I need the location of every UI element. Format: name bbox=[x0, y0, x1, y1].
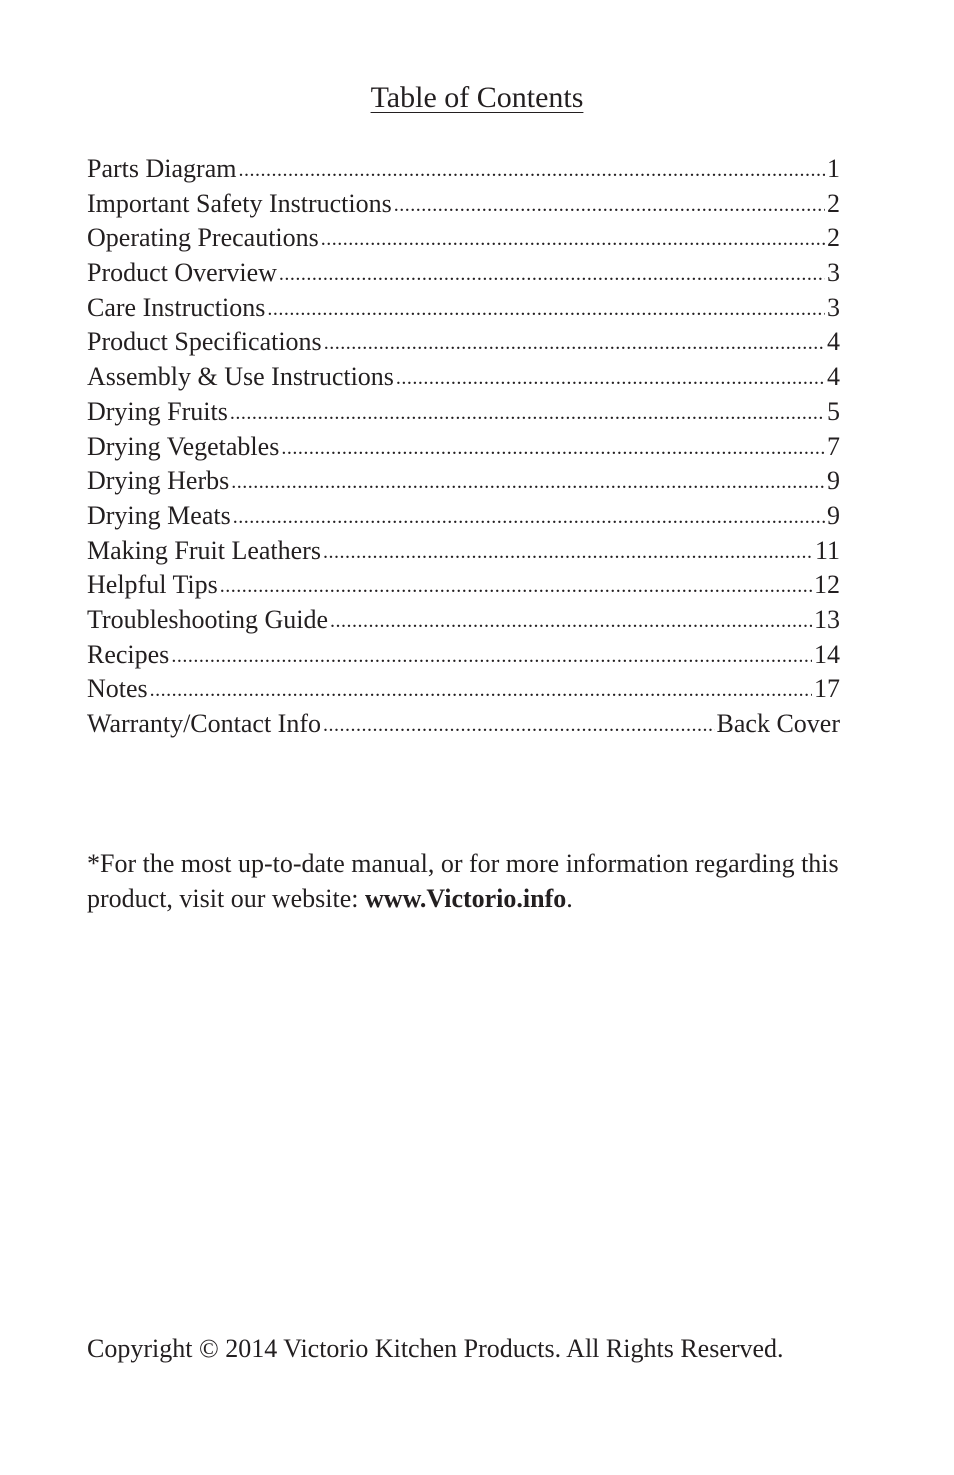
toc-entry-label: Troubleshooting Guide bbox=[87, 604, 328, 634]
toc-dot-leader bbox=[394, 186, 825, 223]
toc-entry bbox=[87, 256, 840, 291]
table-of-contents bbox=[87, 152, 840, 742]
toc-entry bbox=[87, 707, 840, 742]
toc-dot-leader bbox=[233, 498, 825, 535]
toc-dot-leader bbox=[323, 533, 813, 570]
toc-entry-label: Helpful Tips bbox=[87, 570, 218, 600]
toc-entry-page: 2 bbox=[827, 188, 840, 218]
toc-entry-label: Drying Vegetables bbox=[87, 431, 280, 461]
toc-entry bbox=[87, 221, 840, 256]
toc-dot-leader bbox=[238, 151, 825, 188]
toc-entry-page: 13 bbox=[814, 604, 840, 634]
toc-entry bbox=[87, 395, 840, 430]
toc-entry-page: 17 bbox=[814, 674, 840, 704]
toc-entry bbox=[87, 638, 840, 673]
toc-entry-page: 11 bbox=[814, 535, 840, 565]
toc-dot-leader bbox=[330, 602, 812, 639]
copyright-notice: Copyright © 2014 Victorio Kitchen Products. All Rights Reserved. bbox=[87, 1334, 784, 1363]
toc-dot-leader bbox=[281, 429, 825, 466]
website-link[interactable]: www.Victorio.info bbox=[365, 884, 567, 913]
toc-dot-leader bbox=[231, 463, 825, 500]
toc-entry-page: 5 bbox=[827, 396, 840, 426]
toc-entry-page: 3 bbox=[827, 258, 840, 288]
toc-entry bbox=[87, 152, 840, 187]
toc-entry-label: Notes bbox=[87, 674, 148, 704]
website-note-period: . bbox=[566, 884, 573, 913]
toc-entry bbox=[87, 187, 840, 222]
toc-entry-label: Recipes bbox=[87, 639, 170, 669]
toc-entry-page: 4 bbox=[827, 362, 840, 392]
toc-entry-page: 14 bbox=[814, 639, 840, 669]
toc-dot-leader bbox=[150, 671, 812, 708]
toc-entry-label: Operating Precautions bbox=[87, 223, 319, 253]
toc-dot-leader bbox=[396, 359, 825, 396]
toc-entry bbox=[87, 430, 840, 465]
toc-entry bbox=[87, 464, 840, 499]
toc-entry-label: Warranty/Contact Info bbox=[87, 709, 321, 738]
toc-dot-leader bbox=[267, 290, 825, 327]
toc-entry-page: 2 bbox=[827, 223, 840, 253]
toc-entry-page: 12 bbox=[814, 570, 840, 600]
toc-entry bbox=[87, 534, 840, 569]
toc-dot-leader bbox=[321, 220, 825, 257]
toc-entry-page: 4 bbox=[827, 327, 840, 357]
toc-entry-page: 9 bbox=[827, 500, 840, 530]
toc-dot-leader bbox=[323, 706, 715, 743]
toc-entry bbox=[87, 499, 840, 534]
toc-entry-label: Product Overview bbox=[87, 258, 277, 288]
toc-entry-label: Product Specifications bbox=[87, 327, 322, 357]
toc-entry bbox=[87, 360, 840, 395]
toc-entry bbox=[87, 603, 840, 638]
toc-entry bbox=[87, 672, 840, 707]
toc-entry-label: Care Instructions bbox=[87, 292, 266, 322]
toc-entry-label: Drying Herbs bbox=[87, 466, 230, 496]
website-note-text: *For the most up-to-date manual, or for more information regarding this product, visit our website: bbox=[87, 849, 839, 913]
page-title: Table of Contents bbox=[370, 81, 584, 114]
website-note bbox=[87, 846, 877, 916]
toc-entry bbox=[87, 325, 840, 360]
toc-entry-label: Drying Fruits bbox=[87, 396, 228, 426]
toc-dot-leader bbox=[220, 567, 812, 604]
toc-dot-leader bbox=[171, 637, 812, 674]
toc-entry-page: 3 bbox=[827, 292, 840, 322]
toc-entry bbox=[87, 568, 840, 603]
toc-entry-label: Drying Meats bbox=[87, 500, 231, 530]
toc-dot-leader bbox=[324, 324, 825, 361]
toc-entry-page: 7 bbox=[827, 431, 840, 461]
toc-entry-page: Back Cover bbox=[716, 709, 840, 738]
toc-entry-page: 9 bbox=[827, 466, 840, 496]
toc-entry-label: Important Safety Instructions bbox=[87, 188, 392, 218]
toc-dot-leader bbox=[279, 255, 825, 292]
toc-entry-label: Making Fruit Leathers bbox=[87, 535, 321, 565]
toc-entry-page: 1 bbox=[827, 154, 840, 183]
toc-entry-label: Parts Diagram bbox=[87, 154, 237, 183]
toc-dot-leader bbox=[230, 394, 825, 431]
toc-entry bbox=[87, 291, 840, 326]
toc-entry-label: Assembly & Use Instructions bbox=[87, 362, 394, 392]
